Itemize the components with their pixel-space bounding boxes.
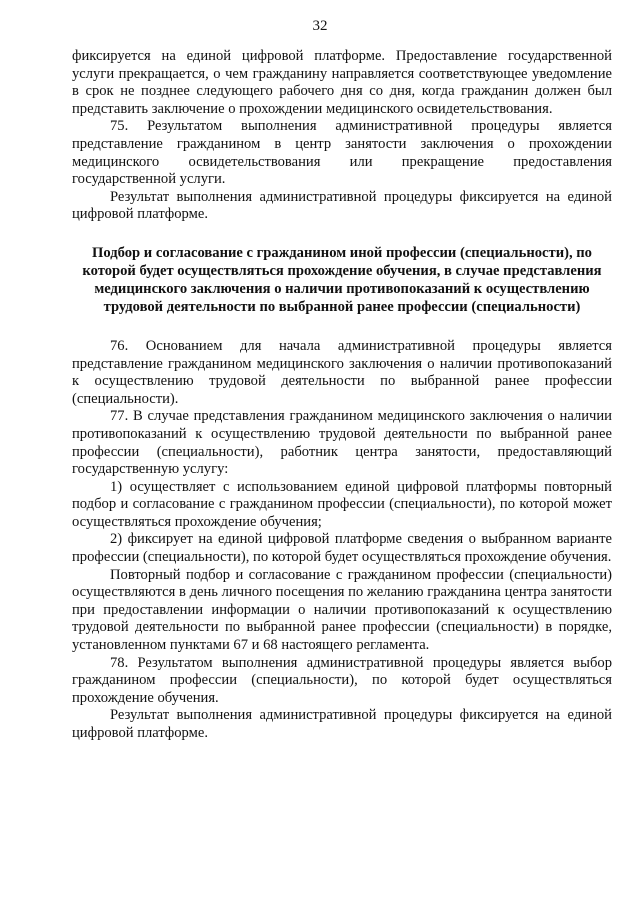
- paragraph-result-1: Результат выполнения административной процедуры фиксируется на единой цифровой платформе.: [72, 188, 612, 223]
- section-heading: Подбор и согласование с гражданином иной профессии (специальности), по которой будет осуществляться прохождение обучения, в случае представления медицинского заключения о наличии противопоказаний к осуществлению трудовой деятельности по выбранной ранее профессии (специальности): [82, 244, 602, 315]
- document-body: [72, 48, 612, 743]
- paragraph-continuation: фиксируется на единой цифровой платформе. Предоставление государственной услуги прекращается, о чем гражданину направляется соответствующее уведомление в срок не позднее следующего рабочего дня со дня, когда гражданин должен был представить заключение о прохождении медицинского освидетельствования.: [72, 48, 612, 117]
- list-item-2: 2) фиксирует на единой цифровой платформе сведения о выбранном варианте профессии (специальности), по которой будет осуществляться прохождение обучения.: [72, 531, 612, 566]
- paragraph-75: 75. Результатом выполнения административной процедуры является представление гражданином в центр занятости заключения о прохождении медицинского освидетельствования или прекращение предоставления государственной услуги.: [72, 118, 612, 188]
- paragraph-repeat-selection: Повторный подбор и согласование с гражданином профессии (специальности) осуществляются в день личного посещения по желанию гражданина центра занятости при предоставлении информации о наличии противопоказаний к осуществлению трудовой деятельности по выбранной ранее профессии (специальности) в порядке, установленном пунктами 67 и 68 настоящего регламента.: [72, 566, 612, 654]
- paragraph-77: 77. В случае представления гражданином медицинского заключения о наличии противопоказаний к осуществлению трудовой деятельности по выбранной ранее профессии (специальности), работник центра занятости, предоставляющий государственную услугу:: [72, 408, 612, 478]
- paragraph-result-2: Результат выполнения административной процедуры фиксируется на единой цифровой платформе.: [72, 707, 612, 741]
- paragraph-76: 76. Основанием для начала административной процедуры является представление гражданином медицинского заключения о наличии противопоказаний к осуществлению трудовой деятельности по выбранной ранее профессии (специальности).: [72, 337, 612, 407]
- paragraph-78: 78. Результатом выполнения административной процедуры является выбор гражданином профессии (специальности), по которой будет осуществляться прохождение обучения.: [72, 654, 612, 706]
- page-number: 32: [312, 18, 328, 34]
- list-item-1: 1) осуществляет с использованием единой цифровой платформы повторный подбор и согласование с гражданином профессии (специальности), по которой может осуществляться прохождение обучения;: [72, 478, 612, 530]
